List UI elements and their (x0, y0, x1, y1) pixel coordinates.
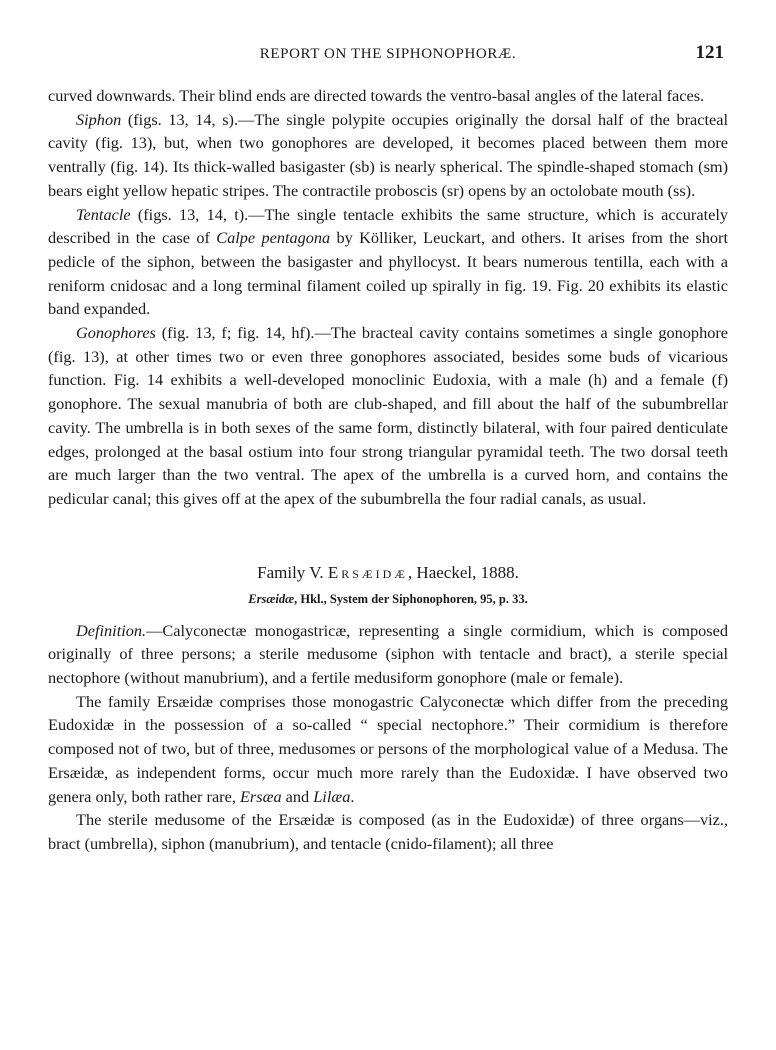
paragraph-sterile-medusome (48, 808, 728, 855)
gonophores-label: Gonophores (76, 323, 156, 343)
paragraph-tentacle (48, 203, 728, 322)
section-gap (48, 511, 728, 561)
genus-lilaea: Lilæa (313, 786, 351, 806)
tentacle-text-2: by Kölliker, Leuckart, and others. It arises from the short pedicle of the siphon, between the basigaster and phyllocyst. It bears numerous tentilla, each with a reniform cnidosac and a long terminal filament coiled up spirally in fig. 19. Fig. 20 exhibits its elastic band expanded. (48, 228, 728, 319)
reference-rest: , Hkl., System der Siphonophoren, 95, p. 33. (294, 591, 528, 606)
page-number: 121 (695, 42, 724, 63)
family-name: Ersæidæ (327, 562, 408, 582)
family-heading (48, 561, 728, 585)
running-title: REPORT ON THE SIPHONOPHORÆ. (259, 46, 517, 62)
paragraph-gonophores (48, 321, 728, 511)
running-header (48, 40, 728, 70)
genus-ersaea: Ersæa (239, 786, 282, 806)
siphon-text: (figs. 13, 14, s).—The single polypite occupies originally the dorsal half of the bracteal cavity (fig. 13), but, when two gonophores are developed, it becomes placed between them more ventrally (fig. 14). Its thick-walled basigaster (sb) is nearly spherical. The spindle-shaped stomach (sm) bears eight yellow hepatic stripes. The contractile proboscis (sr) opens by an octolobate mouth (ss). (48, 109, 728, 200)
family-reference (48, 589, 728, 609)
intro-text: curved downwards. Their blind ends are directed towards the ventro-basal angles of the lateral faces. (48, 86, 705, 105)
paragraph-definition (48, 619, 728, 690)
definition-text: —Calyconectæ monogastricæ, representing a single cormidium, which is composed originally of three persons; a sterile medusome (siphon with tentacle and bract), a sterile special nectophore (without manubrium), and a fertile medusiform gonophore (male or female). (48, 620, 728, 688)
family-prefix: Family V. (257, 562, 324, 582)
tentacle-species: Calpe pentagona (216, 228, 331, 248)
family-description-text: The family Ersæidæ comprises those monogastric Calyconectæ which differ from the preceding Eudoxidæ in the possession of a so-called “ special nectophore.” Their cormidium is therefore composed not of two, but of three, medusomes or persons of the morphological value of a Medusa. The Ersæidæ, as independent forms, occur much more rarely than the Eudoxidæ. I have observed two genera only, both rather rare, (48, 691, 728, 806)
siphon-label: Siphon (76, 109, 122, 129)
family-suffix: , Haeckel, 1888. (407, 562, 519, 582)
family-description-end: . (350, 786, 355, 806)
page (48, 40, 728, 856)
paragraph-intro (48, 84, 728, 108)
sterile-medusome-text: The sterile medusome of the Ersæidæ is composed (as in the Eudoxidæ) of three organs—viz., bract (umbrella), siphon (manubrium), and tentacle (cnido-filament); all three (48, 810, 728, 853)
definition-label: Definition. (76, 620, 147, 640)
gonophores-text: (fig. 13, f; fig. 14, hf).—The bracteal cavity contains sometimes a single gonophore (fig. 13), at other times two or even three gonophores associated, besides some buds of vicarious function. Fig. 14 exhibits a well-developed monoclinic Eudoxia, with a male (h) and a female (f) gonophore. The sexual manubria of both are club-shaped, and fill about the half of the subumbrellar cavity. The umbrella is in both sexes of the same form, distinctly bilateral, with four paired denticulate edges, prolonged at the basal ostium into four strong triangular pyramidal teeth. The two dorsal teeth are much larger than the two ventral. The apex of the umbrella is a curved horn, and contains the pedicular canal; this gives off at the apex of the subumbrella the four radial canals, as usual. (48, 323, 728, 508)
genus-conjunction: and (281, 786, 314, 806)
paragraph-siphon (48, 108, 728, 203)
paragraph-family-description (48, 690, 728, 809)
tentacle-label: Tentacle (76, 204, 131, 224)
reference-name: Ersæidæ (248, 591, 295, 606)
tentacle-text-1: (figs. 13, 14, t).—The single tentacle exhibits the same structure, which is accurately described in the case of (48, 204, 728, 248)
